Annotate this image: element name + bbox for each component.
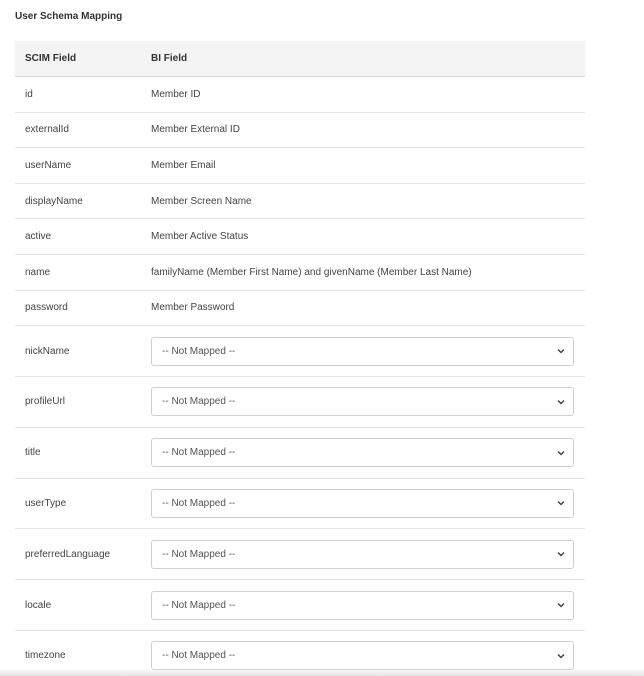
bi-field-cell: Member Active Status (151, 231, 249, 243)
table-row (15, 113, 585, 149)
bi-field-cell (151, 540, 585, 569)
preferredlanguage-mapping-select[interactable] (151, 540, 574, 569)
nickname-mapping-select[interactable] (151, 337, 574, 366)
select-value: -- Not Mapped -- (162, 497, 236, 509)
chevron-down-icon (556, 651, 566, 661)
locale-mapping-select[interactable] (151, 591, 574, 620)
table-row (15, 377, 585, 428)
profileurl-mapping-select[interactable] (151, 387, 574, 416)
select-value: -- Not Mapped -- (162, 345, 236, 357)
table-row (15, 77, 585, 113)
header-scim-field: SCIM Field (25, 53, 77, 64)
table-row (15, 219, 585, 255)
scim-field-cell: locale (25, 599, 52, 611)
table-row (15, 291, 585, 327)
scim-field-cell: userName (25, 159, 72, 171)
bi-field-cell (151, 489, 585, 518)
table-row (15, 428, 585, 479)
scim-field-cell: externalId (25, 124, 69, 136)
scim-field-cell: title (25, 447, 41, 459)
scim-field-cell: password (25, 302, 68, 314)
table-row (15, 184, 585, 220)
usertype-mapping-select[interactable] (151, 489, 574, 518)
table-row (15, 479, 585, 530)
select-value: -- Not Mapped -- (162, 650, 236, 662)
title-mapping-select[interactable] (151, 438, 574, 467)
chevron-down-icon (556, 346, 566, 356)
bi-field-cell (151, 387, 585, 416)
scim-field-cell: active (25, 231, 52, 243)
chevron-down-icon (556, 397, 566, 407)
table-row (15, 255, 585, 291)
bi-field-cell: familyName (Member First Name) and givenName (Member Last Name) (151, 266, 472, 278)
scim-field-cell: userType (25, 497, 67, 509)
bi-field-cell: Member External ID (151, 124, 240, 136)
table-row (15, 148, 585, 184)
scim-field-cell: nickName (25, 345, 70, 357)
bi-field-cell (151, 591, 585, 620)
scim-field-cell: preferredLanguage (25, 548, 111, 560)
table-row (15, 580, 585, 631)
section-title: User Schema Mapping (15, 11, 123, 22)
chevron-down-icon (556, 498, 566, 508)
bi-field-cell (151, 641, 585, 670)
table-header (15, 41, 585, 77)
select-value: -- Not Mapped -- (162, 599, 236, 611)
table-row (15, 326, 585, 377)
timezone-mapping-select[interactable] (151, 641, 574, 670)
bottom-shadow (0, 668, 644, 676)
chevron-down-icon (556, 448, 566, 458)
bi-field-cell (151, 438, 585, 467)
scim-field-cell: name (25, 266, 51, 278)
bi-field-cell: Member Password (151, 302, 235, 314)
bi-field-cell: Member ID (151, 88, 201, 100)
scim-field-cell: profileUrl (25, 396, 66, 408)
schema-mapping-table (15, 41, 585, 676)
bi-field-cell (151, 337, 585, 366)
scim-field-cell: displayName (25, 195, 83, 207)
chevron-down-icon (556, 600, 566, 610)
scim-field-cell: timezone (25, 650, 66, 662)
chevron-down-icon (556, 549, 566, 559)
bi-field-cell: Member Screen Name (151, 195, 252, 207)
select-value: -- Not Mapped -- (162, 548, 236, 560)
header-bi-field: BI Field (151, 53, 188, 64)
bi-field-cell: Member Email (151, 159, 216, 171)
table-row (15, 529, 585, 580)
select-value: -- Not Mapped -- (162, 447, 236, 459)
scim-field-cell: id (25, 88, 33, 100)
select-value: -- Not Mapped -- (162, 396, 236, 408)
